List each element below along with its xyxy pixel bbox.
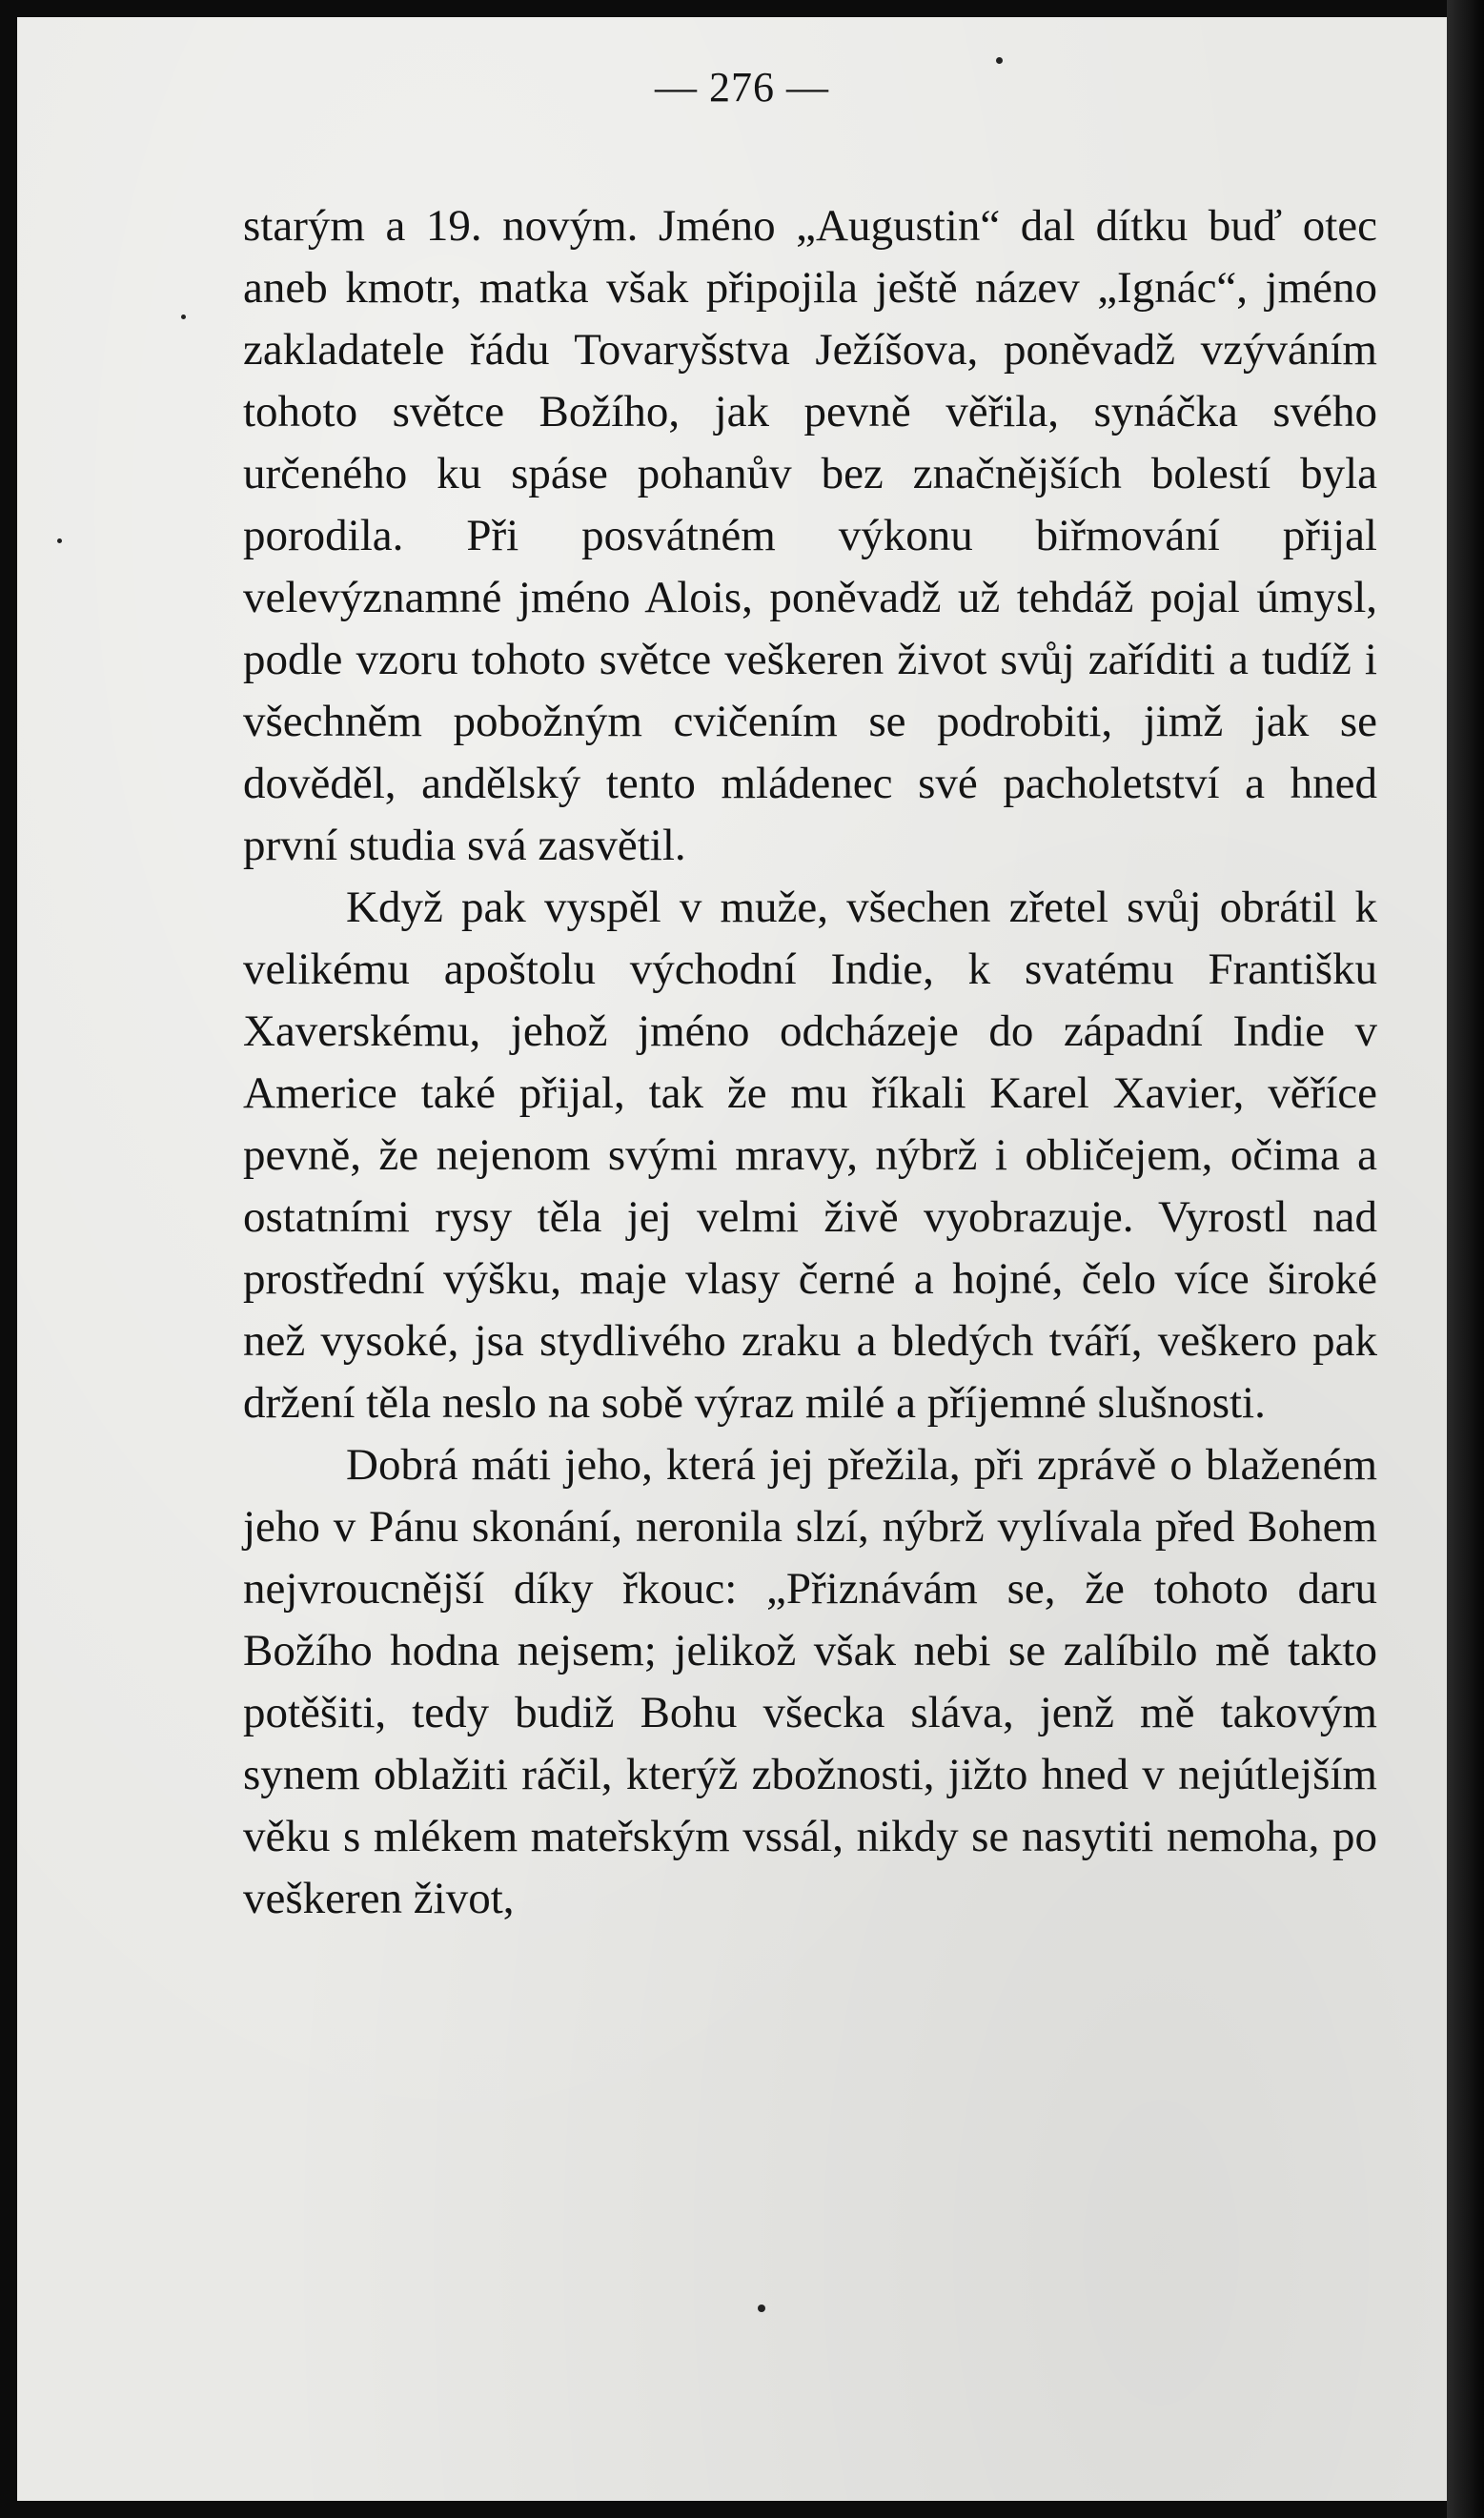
paper-speck [758, 2305, 765, 2312]
paragraph: starým a 19. novým. Jméno „Augustin“ dal dítku buď otec aneb kmotr, matka však připojila ještě název „Ignác“, jméno zakladatele řádu Tovaryšstva Ježíšova, poněvadž vzýváním tohoto světce Božího, jak pevně věřila, synáčka svého určeného ku spáse pohanův bez značnějších bolestí byla porodila. Při posvátném výkonu biřmování přijal velevýznamné jméno Alois, poněvadž už tehdáž pojal úmysl, podle vzoru tohoto světce veškeren život svůj zaříditi a tudíž i všechněm pobožným cvičením se podrobiti, jimž jak se dověděl, andělský tento mládenec své pacholetství a hned první studia svá zasvětil. [243, 201, 1377, 870]
binding-shadow [1447, 0, 1484, 2518]
page-number: — 276 — [655, 64, 829, 111]
body-text [243, 195, 1377, 1930]
paragraph: Když pak vyspěl v muže, všechen zřetel svůj obrátil k velikému apoštolu východní Indie, k svatému Františku Xaverskému, jehož jméno odcházeje do západní Indie v Americe také přijal, tak že mu říkali Karel Xavier, věříce pevně, že nejenom svými mravy, nýbrž i obličejem, očima a ostatními rysy těla jej velmi živě vyobrazuje. Vyrostl nad prostřední výšku, maje vlasy černé a hojné, čelo více široké než vysoké, jsa stydlivého zraku a bledých tváří, veškero pak držení těla neslo na sobě výraz milé a příjemné slušnosti. [243, 883, 1377, 1428]
paper-speck [57, 538, 62, 543]
paragraph: Dobrá máti jeho, která jej přežila, při zprávě o blaženém jeho v Pánu skonání, neronila slzí, nýbrž vylívala před Bohem nejvroucnější díky řkouc: „Přiznávám se, že tohoto daru Božího hodna nejsem; jelikož však nebi se zalíbilo mě takto potěšiti, tedy budiž Bohu všecka sláva, jenž mě takovým synem oblažiti ráčil, kterýž zbožnosti, jižto hned v nejútlejším věku s mlékem mateřským vssál, nikdy se nasytiti nemoha, po veškeren život, [243, 1440, 1377, 1923]
paper-speck [181, 315, 186, 319]
